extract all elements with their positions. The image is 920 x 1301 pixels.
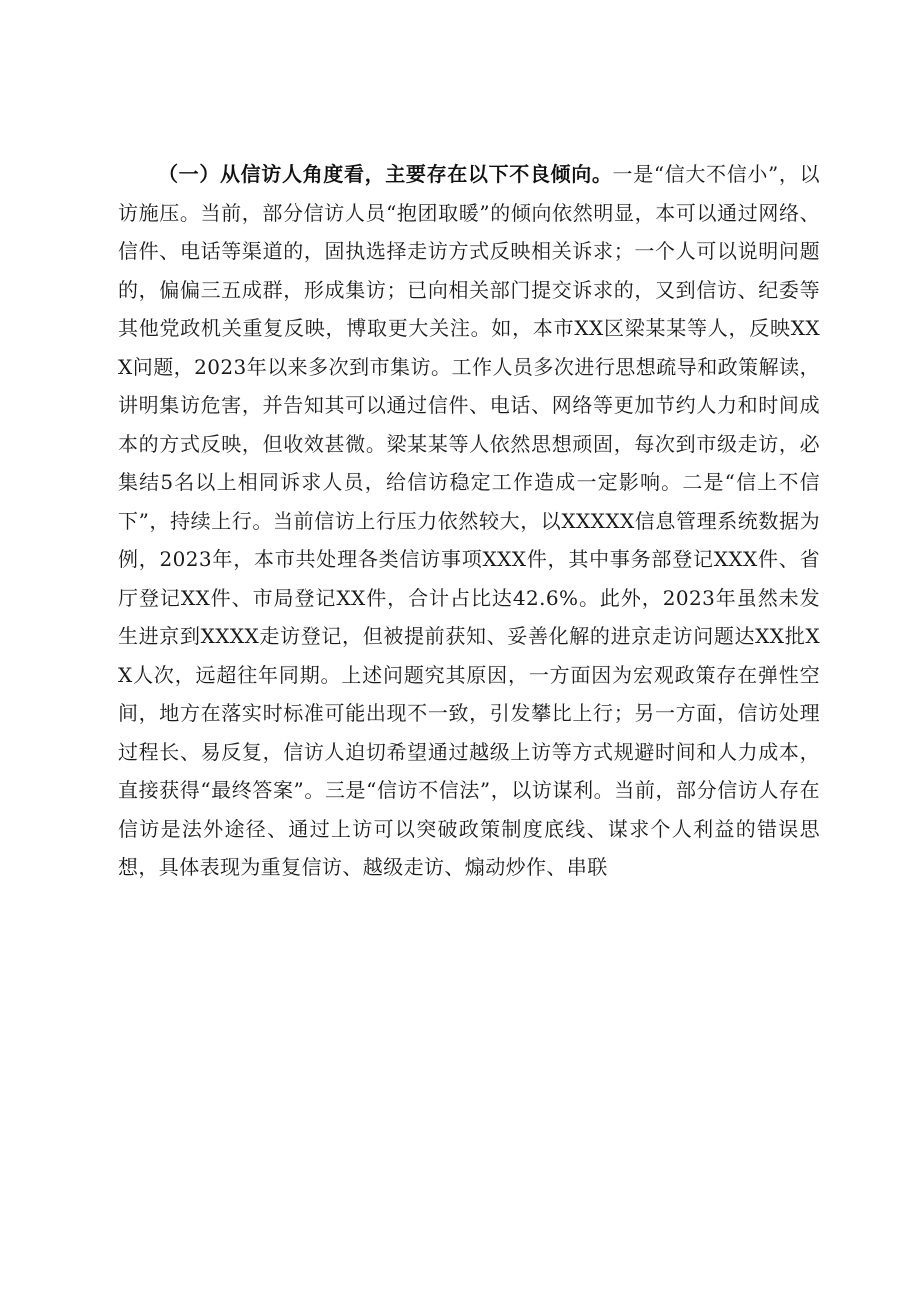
- section-heading: （一）从信访人角度看，主要存在以下不良倾向。: [158, 162, 613, 186]
- body-paragraph: [118, 155, 820, 887]
- paragraph-text: 一是“信大不信小”，以访施压。当前，部分信访人员“抱团取暖”的倾向依然明显，本可以通过网络、信件、电话等渠道的，固执选择走访方式反映相关诉求；一个人可以说明问题的，偏偏三五成群，形成集访；已向相关部门提交诉求的，又到信访、纪委等其他党政机关重复反映，博取更大关注。如，本市XX区梁某某等人，反映XXX问题，2023年以来多次到市集访。工作人员多次进行思想疏导和政策解读，讲明集访危害，并告知其可以通过信件、电话、网络等更加节约人力和时间成本的方式反映，但收效甚微。梁某某等人依然思想顽固，每次到市级走访，必集结5名以上相同诉求人员，给信访稳定工作造成一定影响。二是“信上不信下”，持续上行。当前信访上行压力依然较大，以XXXXX信息管理系统数据为例，2023年，本市共处理各类信访事项XXX件，其中事务部登记XXX件、省厅登记XX件、市局登记XX件，合计占比达42.6%。此外，2023年虽然未发生进京到XXXX走访登记，但被提前获知、妥善化解的进京走访问题达XX批XX人次，远超往年同期。上述问题究其原因，一方面因为宏观政策存在弹性空间，地方在落实时标准可能出现不一致，引发攀比上行；另一方面，信访处理过程长、易反复，信访人迫切希望通过越级上访等方式规避时间和人力成本，直接获得“最终答案”。三是“信访不信法”，以访谋利。当前，部分信访人存在信访是法外途径、通过上访可以突破政策制度底线、谋求个人利益的错误思想，具体表现为重复信访、越级走访、煽动炒作、串联: [118, 162, 820, 879]
